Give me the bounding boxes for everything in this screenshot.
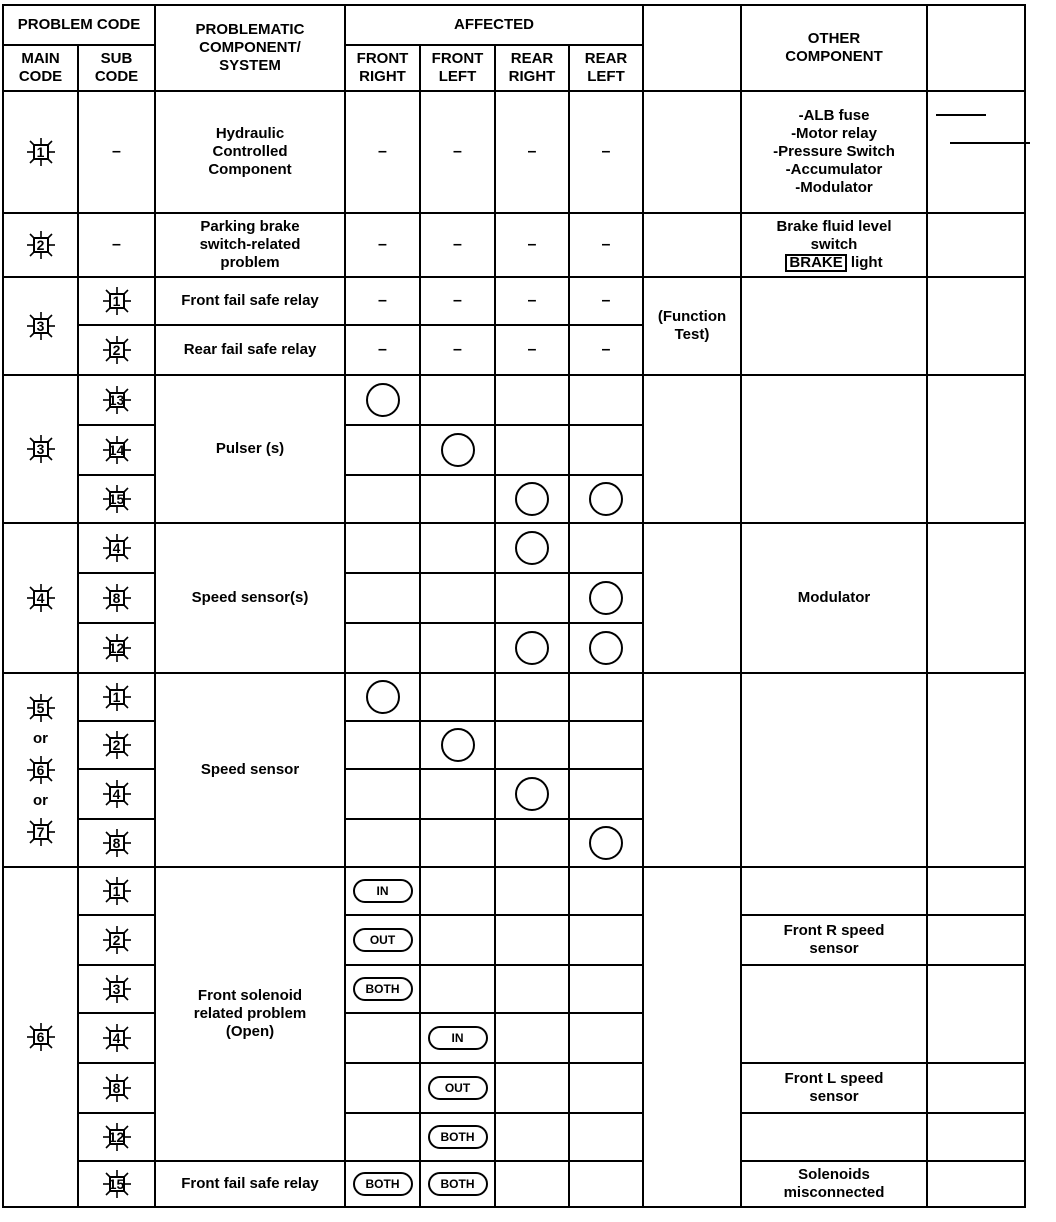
blank-cell (927, 867, 1025, 915)
sub-code-cell (78, 1161, 155, 1207)
rear-right-cell: – (495, 91, 569, 213)
margin-marks (928, 108, 1048, 148)
blinking-code-icon: 2 (102, 730, 132, 760)
other-component-header: OTHER COMPONENT (741, 5, 927, 91)
front-left-cell (420, 523, 495, 573)
main-code-cell (3, 91, 78, 213)
rear-right-cell (495, 965, 569, 1013)
rear-left-cell: – (569, 277, 643, 325)
affected-circle (589, 581, 623, 615)
rear-left-cell: – (569, 91, 643, 213)
blank-cell (927, 1063, 1025, 1113)
blinking-code-icon: 2 (102, 925, 132, 955)
affected-circle (589, 631, 623, 665)
rear-left-cell: – (569, 213, 643, 277)
blinking-code-icon: 3 (26, 311, 56, 341)
blinking-code-icon: 4 (102, 1023, 132, 1053)
affected-header: AFFECTED (345, 5, 643, 45)
front-right-cell (345, 1013, 420, 1063)
blinking-code-icon: 13 (102, 385, 132, 415)
rear-right-cell: – (495, 213, 569, 277)
rear-left-cell (569, 721, 643, 769)
rear-right-cell (495, 523, 569, 573)
blank-cell (927, 1113, 1025, 1161)
front-right-cell: – (345, 277, 420, 325)
front-right-cell (345, 965, 420, 1013)
rear-right-cell (495, 673, 569, 721)
front-right-cell (345, 867, 420, 915)
sub-code-cell (78, 325, 155, 375)
rear-left-cell (569, 425, 643, 475)
front-left-header: FRONT LEFT (420, 45, 495, 91)
front-right-cell (345, 425, 420, 475)
front-right-cell (345, 523, 420, 573)
rear-left-cell (569, 1013, 643, 1063)
blank-cell (927, 673, 1025, 867)
front-right-cell (345, 623, 420, 673)
rear-right-cell (495, 375, 569, 425)
sub-code-cell (78, 819, 155, 867)
table-row (3, 867, 1025, 915)
front-right-cell: – (345, 325, 420, 375)
front-left-cell: – (420, 325, 495, 375)
blank-cell (927, 965, 1025, 1063)
problem-code-header: PROBLEM CODE (3, 5, 155, 45)
front-left-cell: – (420, 213, 495, 277)
blinking-code-icon: 2 (102, 335, 132, 365)
solenoid-mark: BOTH (428, 1125, 488, 1149)
main-code-cell: 5 or 6 or 7 (3, 673, 78, 867)
rear-left-cell (569, 769, 643, 819)
front-right-cell (345, 1161, 420, 1207)
solenoid-mark: OUT (428, 1076, 488, 1100)
problem-code-table (2, 4, 1026, 1208)
rear-left-cell (569, 1161, 643, 1207)
rear-right-cell (495, 573, 569, 623)
blinking-code-icon: 6 (26, 755, 56, 785)
blank-cell (927, 1161, 1025, 1207)
rear-left-header: REAR LEFT (569, 45, 643, 91)
blank-cell (643, 673, 741, 867)
blinking-code-icon: 4 (102, 533, 132, 563)
blank-header-right (927, 5, 1025, 91)
front-right-cell (345, 573, 420, 623)
front-left-cell (420, 1113, 495, 1161)
main-code-cell (3, 277, 78, 375)
blinking-code-icon: 3 (26, 434, 56, 464)
blinking-code-icon: 6 (26, 1022, 56, 1052)
front-left-cell (420, 819, 495, 867)
rear-left-cell (569, 375, 643, 425)
front-right-cell: – (345, 91, 420, 213)
other-component-cell (741, 867, 927, 915)
solenoid-mark: OUT (353, 928, 413, 952)
blinking-code-icon: 8 (102, 828, 132, 858)
front-left-cell (420, 1161, 495, 1207)
solenoid-mark: BOTH (428, 1172, 488, 1196)
margin-line (936, 114, 986, 116)
sub-code-header: SUB CODE (78, 45, 155, 91)
other-component-cell: -ALB fuse -Motor relay -Pressure Switch -Accumulator -Modulator (741, 91, 927, 213)
front-left-cell (420, 965, 495, 1013)
rear-right-header: REAR RIGHT (495, 45, 569, 91)
solenoid-mark: BOTH (353, 977, 413, 1001)
table-row (3, 523, 1025, 573)
sub-code-cell (78, 1013, 155, 1063)
solenoid-mark: IN (353, 879, 413, 903)
component-cell: Speed sensor (155, 673, 345, 867)
other-component-cell (741, 673, 927, 867)
blinking-code-icon: 12 (102, 1122, 132, 1152)
component-cell: Front solenoid related problem (Open) (155, 867, 345, 1161)
table-row (3, 375, 1025, 425)
sub-code-cell (78, 915, 155, 965)
other-component-cell: Front R speed sensor (741, 915, 927, 965)
blank-cell (927, 213, 1025, 277)
blank-cell (643, 375, 741, 523)
component-cell: Hydraulic Controlled Component (155, 91, 345, 213)
blinking-code-icon: 15 (102, 1169, 132, 1199)
sub-code-cell (78, 1113, 155, 1161)
sub-code-cell (78, 1063, 155, 1113)
other-component-cell (741, 965, 927, 1063)
rear-right-cell: – (495, 277, 569, 325)
rear-right-cell (495, 867, 569, 915)
table-row (3, 1161, 1025, 1207)
blinking-code-icon: 1 (102, 286, 132, 316)
other-component-cell (741, 1113, 927, 1161)
blinking-code-icon: 14 (102, 435, 132, 465)
front-right-cell (345, 769, 420, 819)
sub-code-cell (78, 475, 155, 523)
rear-left-cell (569, 867, 643, 915)
affected-circle (515, 531, 549, 565)
component-cell: Speed sensor(s) (155, 523, 345, 673)
sub-code-cell (78, 375, 155, 425)
component-cell: Front fail safe relay (155, 277, 345, 325)
component-cell: Rear fail safe relay (155, 325, 345, 375)
sub-code-cell (78, 623, 155, 673)
front-right-cell (345, 1113, 420, 1161)
other-component-cell: Solenoids misconnected (741, 1161, 927, 1207)
blinking-code-icon: 1 (102, 876, 132, 906)
blinking-code-icon: 2 (26, 230, 56, 260)
table-row (3, 91, 1025, 213)
rear-left-cell (569, 915, 643, 965)
solenoid-mark: BOTH (353, 1172, 413, 1196)
component-cell: Parking brake switch-related problem (155, 213, 345, 277)
component-cell: Front fail safe relay (155, 1161, 345, 1207)
sub-code-cell (78, 721, 155, 769)
front-left-cell (420, 573, 495, 623)
sub-code-cell (78, 867, 155, 915)
blinking-code-icon: 1 (102, 682, 132, 712)
solenoid-mark: IN (428, 1026, 488, 1050)
rear-right-cell: – (495, 325, 569, 375)
rear-right-cell (495, 721, 569, 769)
front-left-cell (420, 1063, 495, 1113)
blinking-code-icon: 1 (26, 137, 56, 167)
rear-right-cell (495, 1013, 569, 1063)
main-code-cell (3, 523, 78, 673)
blinking-code-icon: 12 (102, 633, 132, 663)
rear-left-cell (569, 623, 643, 673)
front-left-cell (420, 375, 495, 425)
sub-code-cell (78, 769, 155, 819)
front-right-cell (345, 375, 420, 425)
front-right-cell (345, 475, 420, 523)
rear-left-cell (569, 1063, 643, 1113)
sub-code-cell (78, 965, 155, 1013)
sub-code-cell (78, 277, 155, 325)
rear-right-cell (495, 819, 569, 867)
rear-right-cell (495, 425, 569, 475)
front-left-cell: – (420, 277, 495, 325)
sub-code-cell (78, 523, 155, 573)
front-right-cell (345, 819, 420, 867)
front-right-header: FRONT RIGHT (345, 45, 420, 91)
front-left-cell (420, 475, 495, 523)
sub-code-cell (78, 673, 155, 721)
affected-circle (515, 631, 549, 665)
margin-line (950, 142, 1030, 144)
blank-cell (927, 915, 1025, 965)
blinking-code-icon: 7 (26, 817, 56, 847)
rear-left-cell: – (569, 325, 643, 375)
sub-code-cell: – (78, 91, 155, 213)
blank-cell (927, 523, 1025, 673)
rear-left-cell (569, 475, 643, 523)
component-cell: Pulser (s) (155, 375, 345, 523)
blinking-code-icon: 8 (102, 1073, 132, 1103)
blank-cell (927, 375, 1025, 523)
front-right-cell (345, 1063, 420, 1113)
front-left-cell: – (420, 91, 495, 213)
rear-left-cell (569, 1113, 643, 1161)
front-left-cell (420, 769, 495, 819)
table-row (3, 213, 1025, 277)
front-left-cell (420, 867, 495, 915)
rear-left-cell (569, 819, 643, 867)
rear-right-cell (495, 1063, 569, 1113)
blank-cell (643, 523, 741, 673)
rear-right-cell (495, 475, 569, 523)
affected-circle (366, 383, 400, 417)
blinking-code-icon: 4 (102, 779, 132, 809)
front-right-cell: – (345, 213, 420, 277)
blank-cell (927, 277, 1025, 375)
front-left-cell (420, 425, 495, 475)
affected-circle (441, 433, 475, 467)
front-right-cell (345, 673, 420, 721)
table-row (3, 277, 1025, 325)
blinking-code-icon: 3 (102, 974, 132, 1004)
other-component-cell: Front L speed sensor (741, 1063, 927, 1113)
front-left-cell (420, 721, 495, 769)
rear-left-cell (569, 673, 643, 721)
blank-cell (643, 91, 741, 213)
front-left-cell (420, 915, 495, 965)
rear-right-cell (495, 1113, 569, 1161)
rear-right-cell (495, 623, 569, 673)
blinking-code-icon: 4 (26, 583, 56, 613)
blinking-code-icon: 8 (102, 583, 132, 613)
rear-right-cell (495, 915, 569, 965)
affected-circle (589, 826, 623, 860)
affected-circle (515, 482, 549, 516)
front-left-cell (420, 623, 495, 673)
problematic-component-header: PROBLEMATIC COMPONENT/ SYSTEM (155, 5, 345, 91)
other-component-cell: Modulator (741, 523, 927, 673)
other-component-cell: Brake fluid level switch BRAKE light (741, 213, 927, 277)
rear-right-cell (495, 1161, 569, 1207)
blinking-code-icon: 15 (102, 484, 132, 514)
blank-cell (643, 867, 741, 1207)
main-code-cell (3, 867, 78, 1207)
main-code-cell (3, 375, 78, 523)
sub-code-cell (78, 425, 155, 475)
blank-header (643, 5, 741, 91)
main-code-header: MAIN CODE (3, 45, 78, 91)
front-left-cell (420, 1013, 495, 1063)
rear-right-cell (495, 769, 569, 819)
table-row (3, 673, 1025, 721)
blank-cell (643, 213, 741, 277)
blinking-code-icon: 5 (26, 693, 56, 723)
brake-warning-label: BRAKE (785, 254, 846, 272)
other-component-cell (741, 375, 927, 523)
sub-code-cell: – (78, 213, 155, 277)
rear-left-cell (569, 965, 643, 1013)
front-left-cell (420, 673, 495, 721)
other-component-cell (741, 277, 927, 375)
main-code-cell (3, 213, 78, 277)
front-right-cell (345, 915, 420, 965)
rear-left-cell (569, 573, 643, 623)
affected-circle (515, 777, 549, 811)
function-test-cell: (Function Test) (643, 277, 741, 375)
front-right-cell (345, 721, 420, 769)
rear-left-cell (569, 523, 643, 573)
affected-circle (441, 728, 475, 762)
affected-circle (589, 482, 623, 516)
sub-code-cell (78, 573, 155, 623)
affected-circle (366, 680, 400, 714)
